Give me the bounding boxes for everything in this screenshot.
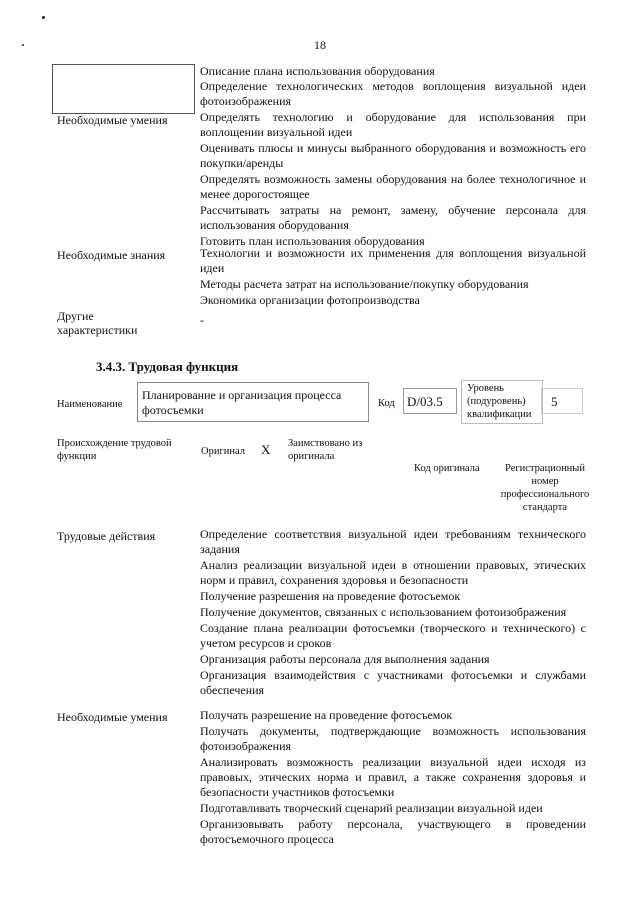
level-label-line2: (подуровень) [467,396,526,407]
continued-item: Описание плана использования оборудования [200,64,435,78]
action-item: Организация работы персонала для выполнения задания [200,652,490,666]
section-heading: 3.4.3. Трудовая функция [96,359,239,374]
action-item: Определение соответствия визуальной идеи требованиям технического задания [200,527,586,556]
level-value: 5 [551,394,558,409]
skills-label-bottom: Необходимые умения [57,710,168,724]
action-item: Анализ реализации визуальной идеи в отношении правовых, этических норм и правил, сохранения здоровья и безопасности [200,558,586,587]
continued-items [200,64,586,109]
knowledge-item: Методы расчета затрат на использование/покупку оборудования [200,277,529,291]
original-mark: X [261,442,271,457]
code-label: Код [378,398,395,409]
skill-item: Организовывать работу персонала, участвующего в проведении фотосъемочного процесса [200,817,586,846]
skill-item: Получать разрешение на проведение фотосъемок [200,708,453,722]
scan-speck [42,16,45,19]
skills-list-top [200,110,586,249]
actions-list [200,527,586,698]
reg-number-label: Регистрационный номер профессионального стандарта [500,463,590,513]
skill-item: Анализировать возможность реализации визуальной идеи исходя из правовых, этических норма и правил, а также сохранения здоровья и безопасности участников фотосъемки [200,755,586,799]
action-item: Организация взаимодействия с участниками фотосъемки и службами обеспечения [200,668,586,697]
knowledge-label-top: Необходимые знания [57,248,166,262]
name-label: Наименование [57,399,123,410]
actions-label: Трудовые действия [57,529,156,543]
other-label-line2: характеристики [57,323,138,337]
code-box [403,388,457,414]
other-label-line1: Другие [57,309,94,323]
skill-item: Определять технологию и оборудование для использования при воплощении визуальной идеи [200,110,586,139]
knowledge-item: Экономика организации фотопроизводства [200,293,420,307]
skill-item: Получать документы, подтверждающие возможность использования фотоизображения [200,724,586,753]
orig-code-label: Код оригинала [414,463,480,474]
level-label-line1: Уровень [467,383,504,394]
action-item: Получение разрешения на проведение фотосъемок [200,589,461,603]
knowledge-item: Технологии и возможности их применения для воплощения визуальной идеи [200,246,586,275]
knowledge-list-top [200,246,586,308]
skills-label-top: Необходимые умения [57,113,168,127]
skill-item: Определять возможность замены оборудования на более технологичное и менее дорогостоящее [200,172,586,201]
code-value: D/03.5 [407,394,443,409]
origin-label: Происхождение трудовой функции [57,438,172,462]
function-name-box [137,382,369,422]
action-item: Создание плана реализации фотосъемки (творческого и технического) с учетом ресурсов и сроков [200,621,586,650]
function-name: Планирование и организация процесса фотосъемки [142,388,342,417]
level-label-line3: квалификации [467,409,532,420]
other-value: - [200,313,204,327]
page-number: 18 [314,38,326,52]
skill-item: Готовить план использования оборудования [200,234,425,248]
original-label: Оригинал [201,446,245,457]
blank-label-cell [52,64,195,114]
continued-item: Определение технологических методов воплощения визуальной идеи фотоизображения [200,79,586,108]
skill-item: Рассчитывать затраты на ремонт, замену, обучение персонала для использования оборудования [200,203,586,232]
skills-list-bottom [200,708,586,847]
borrowed-label: Заимствовано из оригинала [288,438,363,462]
skill-item: Подготавливать творческий сценарий реализации визуальной идеи [200,801,543,815]
action-item: Получение документов, связанных с использованием фотоизображения [200,605,567,619]
level-value-box [541,388,583,414]
level-label-box [461,380,543,424]
skill-item: Оценивать плюсы и минусы выбранного оборудования и возможность его покупки/аренды [200,141,586,170]
